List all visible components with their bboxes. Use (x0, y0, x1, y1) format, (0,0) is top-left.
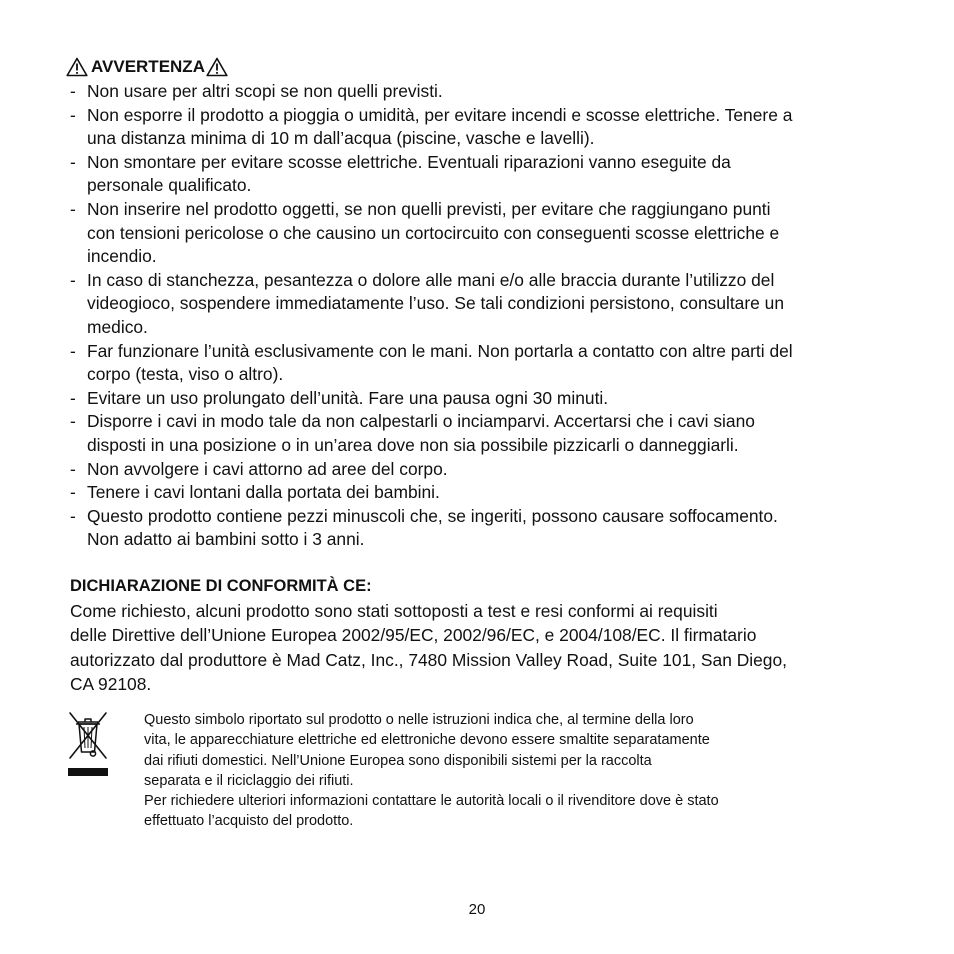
list-dash: - (70, 198, 76, 219)
ce-declaration-body (70, 599, 900, 696)
weee-notice-line: vita, le apparecchiature elettriche ed elettroniche devono essere smaltite separatamente (144, 732, 710, 749)
warning-item-line: disposti in una posizione o in un’area dove non sia possibile pizzicarli o danneggiarli. (87, 434, 739, 455)
weee-disposal-notice (144, 710, 824, 832)
warning-list-item (70, 104, 900, 151)
ce-body-line: CA 92108. (70, 673, 152, 694)
weee-notice-line: effettuato l’acquisto del prodotto. (144, 813, 354, 830)
warning-item-line: una distanza minima di 10 m dall’acqua (piscine, vasche e lavelli). (87, 128, 595, 149)
warning-item-line: corpo (testa, viso o altro). (87, 364, 284, 385)
warning-list-item (70, 458, 900, 482)
warning-item-line: videogioco, sospendere immediatamente l’uso. Se tali condizioni persistono, consultare un (87, 293, 784, 314)
warning-item-line: con tensioni pericolose o che causino un cortocircuito con conseguenti scosse elettriche e (87, 222, 780, 243)
warning-triangle-icon (66, 57, 88, 77)
list-dash: - (70, 151, 76, 172)
warning-item-line: Non avvolgere i cavi attorno ad aree del corpo. (87, 458, 448, 479)
warning-list-item (70, 340, 900, 387)
crossed-out-wheelie-bin-icon (66, 708, 110, 778)
warning-triangle-icon (206, 57, 228, 77)
warning-heading-text: AVVERTENZA (91, 57, 205, 76)
warning-item-line: medico. (87, 316, 148, 337)
warning-list-item (70, 505, 900, 552)
warning-list-item (70, 481, 900, 505)
warning-item-line: Questo prodotto contiene pezzi minuscoli che, se ingeriti, possono causare soffocamento. (87, 505, 778, 526)
weee-notice-line: Per richiedere ulteriori informazioni contattare le autorità locali o il rivenditore dove è stato (144, 793, 719, 810)
ce-body-line: delle Direttive dell’Unione Europea 2002/95/EC, 2002/96/EC, e 2004/108/EC. Il firmatario (70, 625, 757, 646)
list-dash: - (70, 104, 76, 125)
warning-item-line: incendio. (87, 246, 157, 267)
warning-list-item (70, 410, 900, 457)
weee-notice-line: Questo simbolo riportato sul prodotto o nelle istruzioni indica che, al termine della loro (144, 712, 694, 728)
page-number: 20 (468, 901, 486, 918)
warning-list-item (70, 80, 900, 104)
ce-body-line: autorizzato dal produttore è Mad Catz, Inc., 7480 Mission Valley Road, Suite 101, San Diego, (70, 649, 787, 670)
warning-list-item (70, 151, 900, 198)
list-dash: - (70, 340, 76, 361)
list-dash: - (70, 458, 76, 479)
weee-notice-line: dai rifiuti domestici. Nell’Unione Europea sono disponibili sistemi per la raccolta (144, 752, 652, 769)
list-dash: - (70, 505, 76, 526)
warning-item-line: Disporre i cavi in modo tale da non calpestarli o inciamparvi. Accertarsi che i cavi siano (87, 411, 755, 432)
list-dash: - (70, 411, 76, 432)
warning-list (70, 80, 900, 552)
weee-notice-line: separata e il riciclaggio dei rifiuti. (144, 772, 354, 789)
warning-item-line: Tenere i cavi lontani dalla portata dei bambini. (87, 482, 440, 503)
warning-list-item (70, 269, 900, 340)
warning-item-line: Evitare un uso prolungato dell’unità. Fare una pausa ogni 30 minuti. (87, 387, 609, 408)
warning-item-line: personale qualificato. (87, 175, 252, 196)
list-dash: - (70, 269, 76, 290)
warning-item-line: Non esporre il prodotto a pioggia o umidità, per evitare incendi e scosse elettriche. Tenere a (87, 104, 793, 125)
warning-item-line: Non adatto ai bambini sotto i 3 anni. (87, 529, 365, 550)
list-dash: - (70, 81, 76, 101)
warning-list-item (70, 387, 900, 411)
list-dash: - (70, 387, 76, 408)
warning-heading (66, 56, 228, 78)
ce-body-line: Come richiesto, alcuni prodotto sono stati sottoposti a test e resi conformi ai requisiti (70, 601, 718, 621)
warning-item-line: Non usare per altri scopi se non quelli previsti. (87, 81, 443, 101)
warning-item-line: In caso di stanchezza, pesantezza o dolore alle mani e/o alle braccia durante l’utilizzo del (87, 269, 775, 290)
list-dash: - (70, 482, 76, 503)
warning-item-line: Non smontare per evitare scosse elettriche. Eventuali riparazioni vanno eseguite da (87, 151, 731, 172)
ce-declaration-title: DICHIARAZIONE DI CONFORMITÀ CE: (70, 577, 372, 595)
warning-list-item (70, 198, 900, 269)
warning-item-line: Far funzionare l’unità esclusivamente con le mani. Non portarla a contatto con altre parti del (87, 340, 793, 361)
warning-item-line: Non inserire nel prodotto oggetti, se non quelli previsti, per evitare che raggiungano punti (87, 198, 771, 219)
